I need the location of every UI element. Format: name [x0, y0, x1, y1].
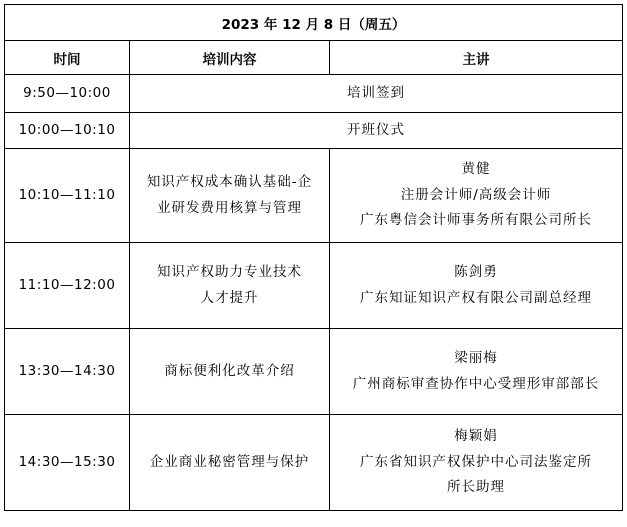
topic-line: 知识产权助力专业技术	[157, 263, 302, 280]
merged-cell: 开班仪式	[130, 113, 623, 149]
table-row	[5, 113, 623, 149]
topic-line: 企业商业秘密管理与保护	[149, 453, 310, 470]
speaker-name: 黄健	[461, 161, 491, 178]
speaker-title: 注册会计师/高级会计师	[400, 186, 552, 203]
speaker-cell	[330, 243, 623, 329]
merged-cell: 培训签到	[130, 75, 623, 113]
topic-line: 人才提升	[200, 289, 259, 306]
topic-cell	[130, 415, 330, 511]
speaker-name: 梁丽梅	[454, 349, 498, 366]
speaker-cell	[330, 329, 623, 415]
speaker-title: 所长助理	[447, 479, 506, 496]
topic-cell	[130, 243, 330, 329]
topic-cell	[130, 149, 330, 243]
column-header-time: 时间	[5, 41, 130, 75]
speaker-affiliation: 广东粤信会计师事务所有限公司所长	[360, 212, 593, 229]
speaker-name: 梅颖娟	[454, 428, 498, 445]
column-header-row	[5, 41, 623, 75]
column-header-speaker: 主讲	[330, 41, 623, 75]
column-header-content: 培训内容	[130, 41, 330, 75]
time-cell: 10:10—11:10	[5, 149, 130, 243]
table-row	[5, 415, 623, 511]
time-cell: 10:00—10:10	[5, 113, 130, 149]
time-cell: 11:10—12:00	[5, 243, 130, 329]
time-cell: 9:50—10:00	[5, 75, 130, 113]
topic-line: 商标便利化改革介绍	[164, 362, 295, 379]
table-row	[5, 75, 623, 113]
schedule-table	[4, 4, 623, 511]
date-header-row	[5, 5, 623, 41]
speaker-cell	[330, 149, 623, 243]
speaker-cell	[330, 415, 623, 511]
date-header: 2023 年 12 月 8 日（周五）	[5, 5, 623, 41]
topic-cell	[130, 329, 330, 415]
time-cell: 13:30—14:30	[5, 329, 130, 415]
table-row	[5, 243, 623, 329]
speaker-affiliation: 广东知证知识产权有限公司副总经理	[360, 289, 593, 306]
topic-line: 知识产权成本确认基础-企	[146, 173, 313, 190]
topic-line: 业研发费用核算与管理	[157, 199, 302, 216]
speaker-affiliation: 广东省知识产权保护中心司法鉴定所	[360, 453, 593, 470]
speaker-affiliation: 广州商标审查协作中心受理形审部部长	[352, 375, 600, 392]
time-cell: 14:30—15:30	[5, 415, 130, 511]
table-row	[5, 329, 623, 415]
table-row	[5, 149, 623, 243]
speaker-name: 陈剑勇	[454, 263, 498, 280]
